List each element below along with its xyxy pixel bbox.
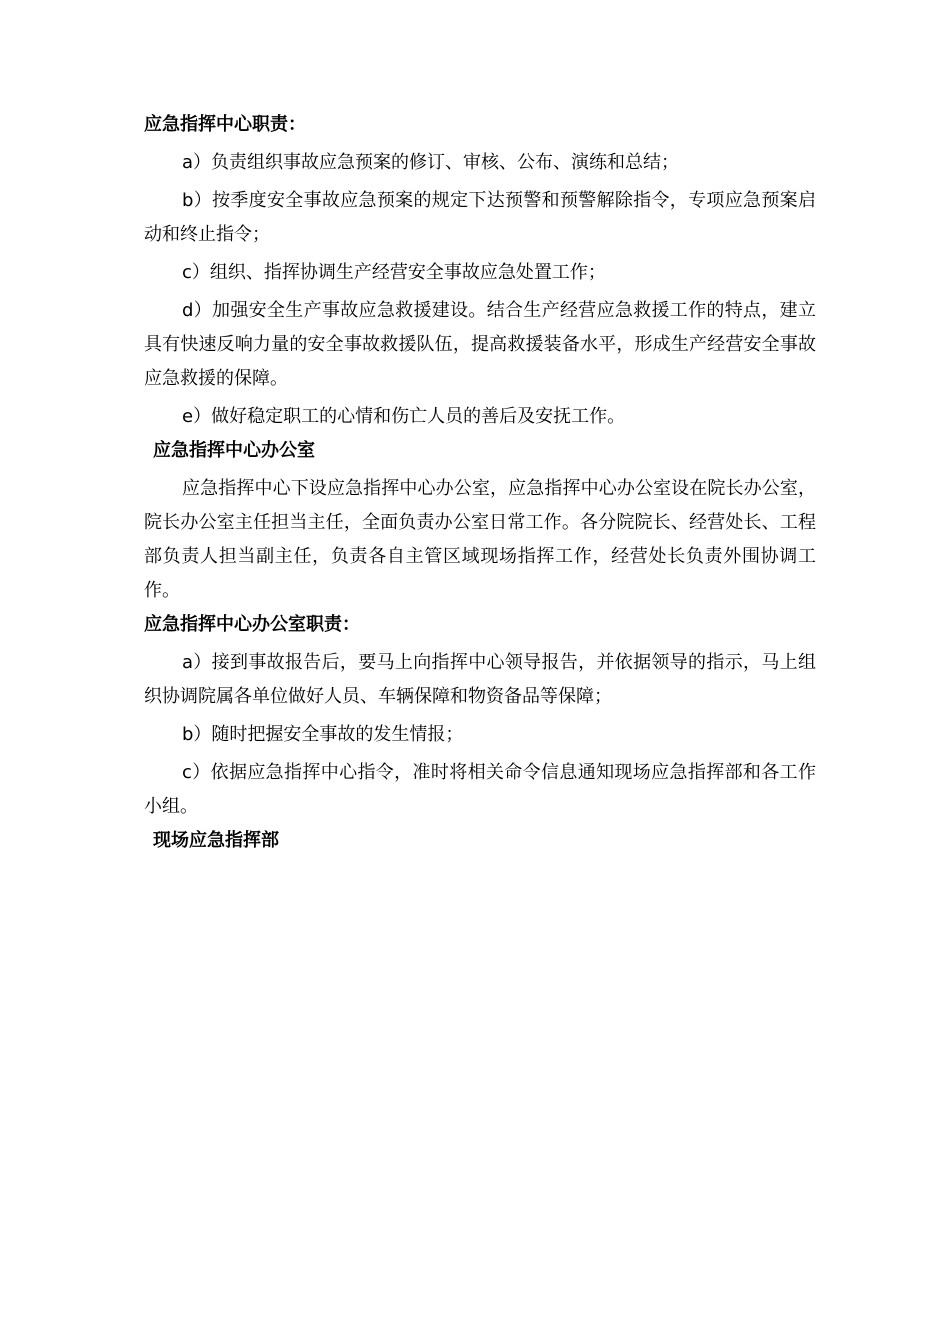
section-heading-command-center-duties: 应急指挥中心职责：: [144, 114, 306, 135]
paragraph: 应急指挥中心下设应急指挥中心办公室，应急指挥中心办公室设在院长办公室，院长办公室主任担当主任，全面负责办公室日常工作。各分院院长、经营处长、工程部负责人担当副主任，负责各自主管区域现场指挥工作，经营处长负责外围协调工作。: [144, 478, 816, 601]
section-heading-office-duties: 应急指挥中心办公室职责：: [144, 614, 360, 635]
section-heading-command-center-office: 应急指挥中心办公室: [153, 440, 315, 461]
document-body: [144, 108, 816, 858]
paragraph: c）组织、指挥协调生产经营安全事故应急处置工作；: [182, 262, 606, 283]
paragraph: c）依据应急指挥中心指令，准时将相关命令信息通知现场应急指挥部和各工作小组。: [144, 762, 816, 817]
paragraph: a）负责组织事故应急预案的修订、审核、公布、演练和总结；: [182, 152, 680, 173]
paragraph: a）接到事故报告后，要马上向指挥中心领导报告，并依据领导的指示，马上组织协调院属各单位做好人员、车辆保障和物资备品等保障；: [144, 652, 816, 707]
paragraph: d）加强安全生产事故应急救援建设。结合生产经营应急救援工作的特点，建立具有快速反响力量的安全事故救援队伍，提高救援装备水平，形成生产经营安全事故应急救援的保障。: [144, 300, 816, 389]
paragraph: b）按季度安全事故应急预案的规定下达预警和预警解除指令，专项应急预案启动和终止指令；: [144, 190, 816, 245]
section-heading-onsite-command: 现场应急指挥部: [153, 830, 279, 851]
paragraph: e）做好稳定职工的心情和伤亡人员的善后及安抚工作。: [182, 406, 626, 427]
paragraph: b）随时把握安全事故的发生情报；: [182, 724, 464, 745]
